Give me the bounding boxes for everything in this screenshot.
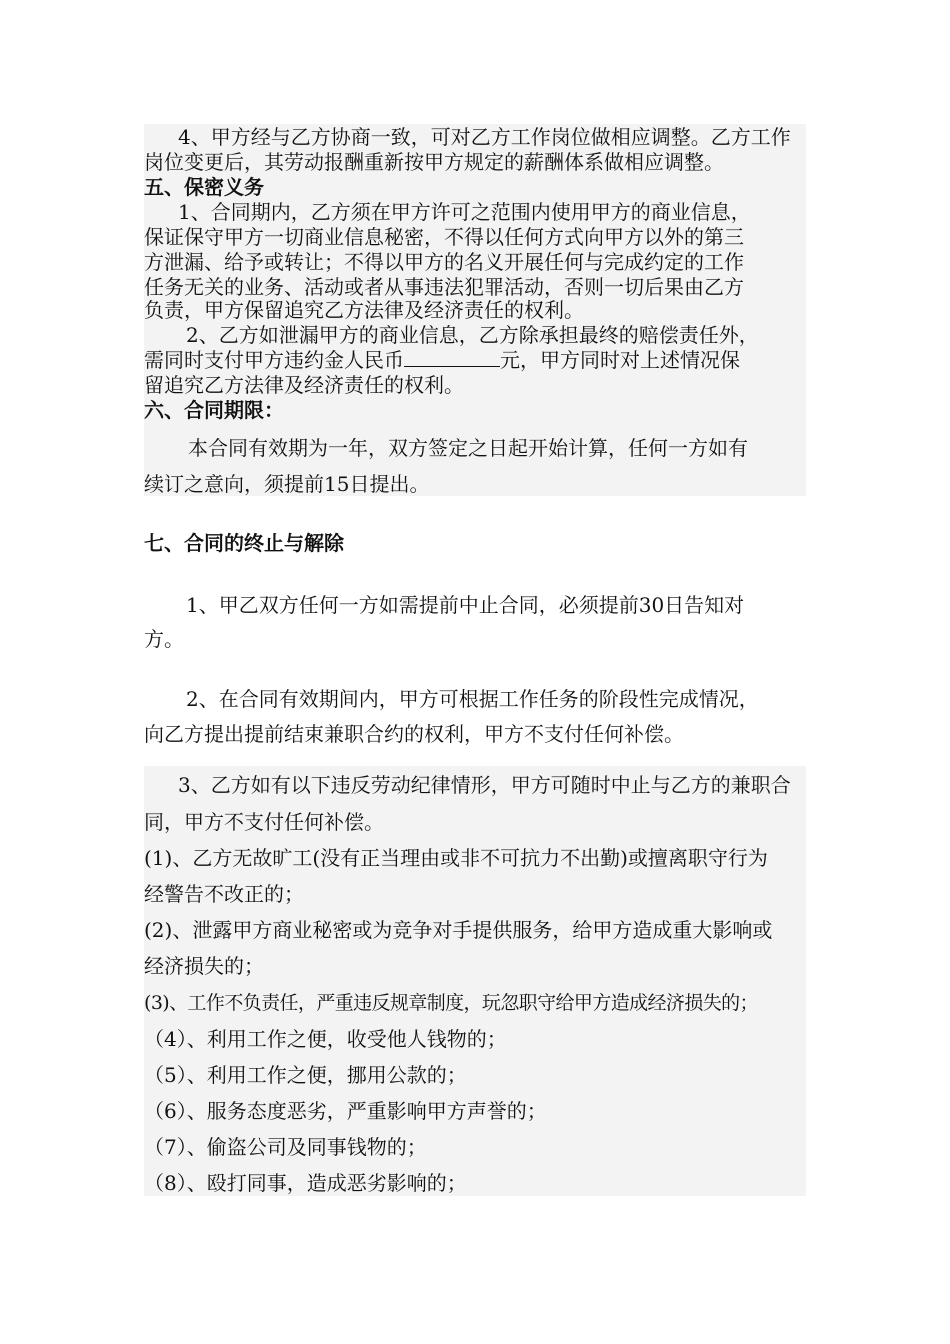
sec5-item1-line4: 任务无关的业务、活动或者从事违法犯罪活动，否则一切后果由乙方: [144, 275, 744, 299]
sec5-item2-line2-a: 需同时支付甲方违约金人民币: [144, 348, 404, 372]
sec7-item2-line1: 2、在合同有效期间内，甲方可根据工作任务的阶段性完成情况，: [186, 687, 759, 711]
sec7-sub6: （6）、服务态度恶劣，严重影响甲方声誉的；: [144, 1099, 547, 1123]
sec4-item4-line2: 岗位变更后，其劳动报酬重新按甲方规定的薪酬体系做相应调整。: [144, 150, 724, 174]
sec5-item1-line5: 负责，甲方保留追究乙方法律及经济责任的权利。: [144, 298, 584, 322]
sec5-item1-line2: 保证保守甲方一切商业信息秘密，不得以任何方式向甲方以外的第三: [144, 225, 744, 249]
sec6-para-line1: 本合同有效期为一年，双方签定之日起开始计算，任何一方如有: [188, 436, 748, 460]
sec7-item2-line2: 向乙方提出提前结束兼职合约的权利，甲方不支付任何补偿。: [144, 722, 684, 746]
sec5-item2-line2: [144, 348, 740, 372]
sec5-item2-line3: 留追究乙方法律及经济责任的权利。: [144, 373, 464, 397]
penalty-amount-blank: [404, 348, 500, 367]
sec5-item1-line1: 1、合同期内，乙方须在甲方许可之范围内使用甲方的商业信息，: [178, 200, 751, 224]
sec7-sub2-line2: 经济损失的；: [144, 954, 264, 978]
sec7-sub1-line1: (1)、乙方无故旷工(没有正当理由或非不可抗力不出勤)或擅离职守行为: [144, 846, 768, 870]
sec7-item3-line1: 3、乙方如有以下违反劳动纪律情形，甲方可随时中止与乙方的兼职合: [178, 773, 791, 797]
sec7-sub1-line2: 经警告不改正的；: [144, 882, 304, 906]
section-7-heading: 七、合同的终止与解除: [144, 531, 344, 555]
sec7-sub8: （8）、殴打同事，造成恶劣影响的；: [144, 1171, 467, 1195]
sec5-item2-line2-b: 元，甲方同时对上述情况保: [500, 348, 740, 372]
sec6-para-line2: 续订之意向，须提前15日提出。: [144, 472, 430, 496]
sec7-item1-line2: 方。: [144, 627, 184, 651]
sec5-item1-line3: 方泄漏、给予或转让；不得以甲方的名义开展任何与完成约定的工作: [144, 250, 744, 274]
sec4-item4-line1: 4、甲方经与乙方协商一致，可对乙方工作岗位做相应调整。乙方工作: [178, 125, 791, 149]
sec7-sub7: （7）、偷盗公司及同事钱物的；: [144, 1135, 427, 1159]
sec7-sub4: （4）、利用工作之便，收受他人钱物的；: [144, 1027, 507, 1051]
sec5-item2-line1: 2、乙方如泄漏甲方的商业信息，乙方除承担最终的赔偿责任外，: [186, 323, 759, 347]
sec7-item3-line2: 同，甲方不支付任何补偿。: [144, 810, 384, 834]
sec7-item1-line1: 1、甲乙双方任何一方如需提前中止合同，必须提前30日告知对: [186, 593, 745, 617]
sec7-sub3: (3)、工作不负责任，严重违反规章制度，玩忽职守给甲方造成经济损失的；: [144, 992, 758, 1014]
sec7-sub5: （5）、利用工作之便，挪用公款的；: [144, 1063, 467, 1087]
section-6-heading: 六、合同期限：: [144, 398, 284, 422]
sec7-sub2-line1: (2)、泄露甲方商业秘密或为竞争对手提供服务，给甲方造成重大影响或: [144, 918, 773, 942]
section-5-heading: 五、保密义务: [144, 175, 264, 199]
